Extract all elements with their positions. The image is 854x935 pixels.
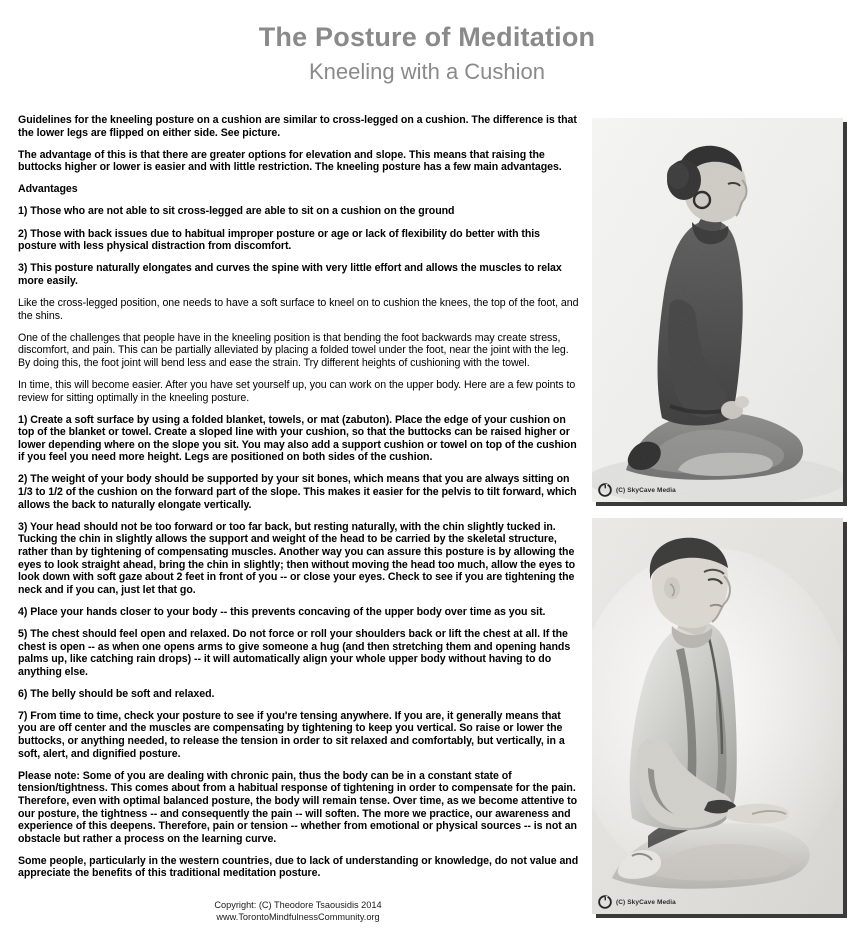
body-paragraph: 2) The weight of your body should be supported by your sit bones, which means that you are always sitting on 1/3 to 1/2 of the cushion on the forward part of the slope. This makes it easier for the pelvis to tilt forward, which allows the back to naturally elongate vertically. <box>18 473 577 511</box>
photo-man-illustration <box>592 518 843 914</box>
body-paragraph: In time, this will become easier. After you have set yourself up, you can work on the upper body. Here are a few points to review for sitting optimally in the kneeling posture. <box>18 378 576 404</box>
body-paragraph: 1) Create a soft surface by using a folded blanket, towels, or mat (zabuton). Place the edge of your cushion on top of the blanket or towel. Create a sloped line with your cushion, so that the buttocks can be raised higher or lower depending where on the slope you sit. You may also add a support cushion or towel on top of the cushion if you feel you need more height. Legs are positioned on both sides of the cushion. <box>18 413 577 464</box>
body-paragraph: 2) Those with back issues due to habitual improper posture or age or lack of flexibility do better with this posture with less physical distraction from discomfort. <box>18 227 541 253</box>
body-paragraph: One of the challenges that people have in the kneeling position is that bending the foot backwards may create stress, discomfort, and pain. This can be partially alleviated by placing a folded towel under the foot, near the joint with the leg. By doing this, the foot joint will bend less and ease the strain. Try different heights of cushioning with the towel. <box>18 331 569 369</box>
photo-woman-illustration <box>592 118 843 502</box>
photo-kneeling-woman <box>592 118 843 502</box>
skycave-circle-logo-icon <box>598 895 612 909</box>
photo-column <box>592 118 848 914</box>
photo-kneeling-man <box>592 518 843 914</box>
body-paragraph: 4) Place your hands closer to your body -- this prevents concaving of the upper body over time as you sit. <box>18 605 546 618</box>
body-paragraph: 7) From time to time, check your posture to see if you're tensing anywhere. If you are, it generally means that you are off center and the muscles are compensating by tightening to keep you vertical. So raise or lower the buttocks, or anything needed, to release the tension in order to sit relaxed and comfortably, but vertically, in a soft, alert, and dignified posture. <box>18 709 565 760</box>
body-paragraph: 3) This posture naturally elongates and curves the spine with very little effort and allows the muscles to relax more easily. <box>18 262 562 287</box>
copyright-line: Copyright: (C) Theodore Tsaousidis 2014 <box>214 900 382 910</box>
body-paragraph: The advantage of this is that there are greater options for elevation and slope. This means that raising the buttocks higher or lower is easier and with little restriction. The kneeling posture has a few main advantages. <box>18 148 562 174</box>
body-paragraph: 5) The chest should feel open and relaxed. Do not force or roll your shoulders back or lift the chest at all. If the chest is open -- as when one opens arms to give someone a hug (and then stretching them and opening hands palms up, like catching rain drops) -- it will automatically align your whole upper body without having to do anything else. <box>18 627 571 678</box>
watermark-text: (C) SkyCave Media <box>616 486 676 494</box>
watermark-text: (C) SkyCave Media <box>616 898 676 906</box>
document-header <box>0 22 854 85</box>
website-line: www.TorontoMindfulnessCommunity.org <box>216 911 380 922</box>
body-paragraph: Advantages <box>18 183 78 196</box>
body-paragraph: 1) Those who are not able to sit cross-legged are able to sit on a cushion on the ground <box>18 205 455 218</box>
body-paragraph: Like the cross-legged position, one needs to have a soft surface to kneel on to cushion the knees, the top of the foot, and the shins. <box>18 296 579 322</box>
body-paragraph: Some people, particularly in the western countries, due to lack of understanding or knowledge, do not value and appreciate the benefits of this traditional meditation posture. <box>18 854 579 880</box>
body-paragraph: 6) The belly should be soft and relaxed. <box>18 687 215 700</box>
page-title: The Posture of Meditation <box>258 22 596 52</box>
body-paragraph: 3) Your head should not be too forward or too far back, but resting naturally, with the chin slightly tucked in. Tucking the chin in slightly allows the support and weight of the head to be carried by the skeletal structure, rather than by tightening of compensating muscles. Another way you can assure this posture is by allowing the eyes to look straight ahead, bring the chin in slightly; then without moving the head too much, allow the eyes to look down with soft gaze about 2 feet in front of you -- or close your eyes. Check to see if you are tightening the neck and if you can, just let that go. <box>18 520 576 596</box>
photo-watermark <box>598 483 676 497</box>
body-text-column <box>18 114 580 890</box>
body-paragraph: Guidelines for the kneeling posture on a cushion are similar to cross-legged on a cushion. The difference is that the lower legs are flipped on either side. See picture. <box>18 114 577 139</box>
skycave-circle-logo-icon <box>598 483 612 497</box>
footer <box>18 900 578 923</box>
page-subtitle: Kneeling with a Cushion <box>308 59 546 85</box>
photo-watermark <box>598 895 676 909</box>
body-paragraph: Please note: Some of you are dealing with chronic pain, thus the body can be in a constant state of tension/tightness. This comes about from a habitual response of tightening in order to compensate for the pain. Therefore, even with optimal balanced posture, the body will remain tense. Over time, as we become attentive to our posture, the tightness -- and consequently the pain -- will soften. The more we practice, our awareness and experience of this deepens. Therefore, pain or tension -- whether from emotional or physical sources -- is not an obstacle but rather a process on the learning curve. <box>18 769 578 845</box>
